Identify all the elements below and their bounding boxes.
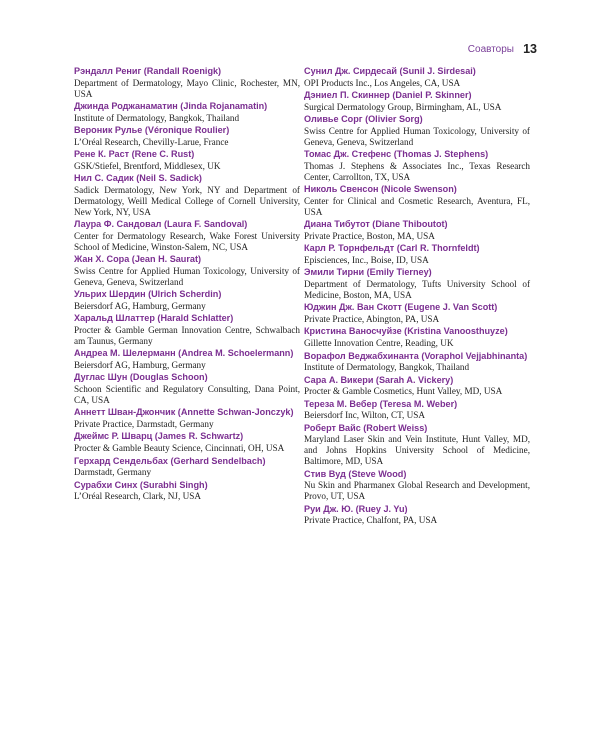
right-column [304, 66, 530, 528]
running-header [467, 42, 537, 56]
contributor-affiliation: Gillette Innovation Centre, Reading, UK [304, 338, 454, 349]
contributor-affiliation: GSK/Stiefel, Brentford, Middlesex, UK [74, 160, 221, 171]
contributor-affiliation: Private Practice, Chalfont, PA, USA [304, 515, 438, 526]
section-title: Соавторы [467, 44, 514, 55]
contributor-name: Аннетт Шван-Джончик (Annette Schwan-Jonczyk) [74, 407, 294, 418]
contributor-name: Томас Дж. Стефенс (Thomas J. Stephens) [304, 149, 489, 160]
contributor-affiliation: Swiss Centre for Applied Human Toxicology, University of Geneva, Geneva, Switzerland [74, 265, 300, 287]
contributor-name: Рэндалл Рениг (Randall Roenigk) [74, 66, 222, 76]
contributor-affiliation: Nu Skin and Pharmanex Global Research and Development, Provo, UT, USA [304, 480, 530, 502]
contributor-affiliation: Darmstadt, Germany [74, 467, 152, 478]
contributor-entry [304, 423, 530, 467]
contributor-affiliation: Center for Dermatology Research, Wake Forest University School of Medicine, Winston-Salem, NC, USA [74, 230, 300, 252]
contributor-entry [304, 504, 530, 527]
contributor-affiliation: Procter & Gamble German Innovation Centre, Schwalbach am Taunus, Germany [74, 324, 300, 346]
contributor-entry [304, 399, 530, 422]
contributor-name: Жан Х. Сора (Jean H. Saurat) [74, 254, 202, 265]
contributor-name: Кристина Ваносчуйзе (Kristina Vanoosthuyze) [304, 326, 508, 337]
contributor-name: Дуглас Шун (Douglas Schoon) [74, 372, 208, 383]
contributor-entry [74, 254, 300, 287]
contributor-name: Тереза М. Вебер (Teresa M. Weber) [304, 398, 458, 409]
contributor-affiliation: L’Oréal Research, Chevilly-Larue, France [74, 136, 229, 147]
left-column [74, 66, 300, 504]
contributor-entry [74, 289, 300, 312]
contributor-affiliation: L’Oréal Research, Clark, NJ, USA [74, 491, 201, 502]
contributor-entry [304, 326, 530, 349]
contributor-name: Ворафол Веджабхинанта (Voraphol Vejjabhinanta) [304, 350, 528, 361]
contributor-affiliation: Maryland Laser Skin and Vein Institute, Hunt Valley, MD, and Johns Hopkins University School of Medicine, Baltimore, MD, USA [304, 434, 530, 467]
contributor-entry [304, 66, 530, 89]
contributor-entry [74, 173, 300, 217]
contributor-affiliation: Private Practice, Abington, PA, USA [304, 313, 440, 324]
contributor-name: Диана Тибутот (Diane Thiboutot) [304, 219, 448, 230]
contributor-affiliation: Schoon Scientific and Regulatory Consulting, Dana Point, CA, USA [74, 383, 300, 405]
contributor-entry [74, 372, 300, 405]
contributor-entry [304, 149, 530, 182]
contributor-entry [304, 375, 530, 398]
contributor-name: Карл Р. Торнфельдт (Carl R. Thornfeldt) [304, 243, 480, 254]
contributor-name: Оливье Сорг (Olivier Sorg) [304, 114, 423, 125]
contributor-entry [304, 243, 530, 266]
contributor-entry [74, 125, 300, 148]
contributor-name: Эмили Тирни (Emily Tierney) [304, 267, 432, 278]
contributor-affiliation: Beiersdorf Inc, Wilton, CT, USA [304, 410, 426, 421]
contributor-name: Сунил Дж. Сирдесай (Sunil J. Sirdesai) [304, 66, 476, 76]
contributor-entry [304, 219, 530, 242]
contributor-entry [74, 313, 300, 346]
contributor-affiliation: Thomas J. Stephens & Associates Inc., Texas Research Center, Carrollton, TX, USA [304, 160, 530, 182]
contributor-name: Андреа М. Шелерманн (Andrea M. Schoelermann) [74, 348, 294, 359]
contributor-affiliation: Surgical Dermatology Group, Birmingham, AL, USA [304, 101, 502, 112]
contributor-affiliation: Swiss Centre for Applied Human Toxicology, University of Geneva, Geneva, Switzerland [304, 125, 530, 147]
contributor-affiliation: Private Practice, Boston, MA, USA [304, 230, 435, 241]
contributor-name: Юджин Дж. Ван Скотт (Eugene J. Van Scott) [304, 302, 498, 313]
contributor-name: Рене К. Раст (Rene C. Rust) [74, 149, 195, 160]
contributor-affiliation: Center for Clinical and Cosmetic Research, Aventura, FL, USA [304, 195, 530, 217]
contributor-entry [74, 348, 300, 371]
contributor-name: Сара А. Викери (Sarah A. Vickery) [304, 374, 454, 385]
contributor-entry [304, 351, 530, 374]
contributor-entry [304, 90, 530, 113]
contributor-affiliation: Procter & Gamble Beauty Science, Cincinnati, OH, USA [74, 443, 285, 454]
contributor-affiliation: Episciences, Inc., Boise, ID, USA [304, 254, 429, 265]
contributor-entry [304, 184, 530, 217]
contributor-affiliation: Beiersdorf AG, Hamburg, Germany [74, 300, 206, 311]
contributor-name: Джеймс Р. Шварц (James R. Schwartz) [74, 431, 244, 442]
contributor-entry [74, 456, 300, 479]
contributor-name: Лаура Ф. Сандовал (Laura F. Sandoval) [74, 219, 248, 230]
contributor-entry [304, 267, 530, 300]
contributor-entry [74, 66, 300, 99]
contributor-affiliation: Sadick Dermatology, New York, NY and Department of Dermatology, Weill Medical College of Cornell University, New York, NY, USA [74, 184, 300, 217]
contributor-name: Вероник Рулье (Véronique Roulier) [74, 125, 230, 136]
contributor-name: Стив Вуд (Steve Wood) [304, 468, 407, 479]
contributor-affiliation: Beiersdorf AG, Hamburg, Germany [74, 359, 206, 370]
contributor-affiliation: Private Practice, Darmstadt, Germany [74, 418, 214, 429]
contributor-affiliation: Institute of Dermatology, Bangkok, Thailand [304, 362, 470, 373]
contributor-name: Нил С. Садик (Neil S. Sadick) [74, 173, 202, 184]
contributor-entry [74, 480, 300, 503]
contributor-entry [304, 114, 530, 147]
contributor-entry [304, 469, 530, 502]
contributor-name: Руи Дж. Ю. (Ruey J. Yu) [304, 503, 408, 514]
contributor-name: Дэниел П. Скиннер (Daniel P. Skinner) [304, 90, 472, 101]
contributor-name: Джинда Роджанаматин (Jinda Rojanamatin) [74, 101, 268, 111]
contributor-entry [74, 431, 300, 454]
page-number: 13 [523, 42, 537, 56]
contributor-name: Сурабхи Синх (Surabhi Singh) [74, 479, 208, 490]
contributor-entry [304, 302, 530, 325]
contributor-entry [74, 149, 300, 172]
contributor-affiliation: OPI Products Inc., Los Angeles, CA, USA [304, 77, 461, 88]
contributor-affiliation: Department of Dermatology, Mayo Clinic, Rochester, MN, USA [74, 77, 300, 99]
contributor-name: Николь Свенсон (Nicole Swenson) [304, 184, 457, 195]
contributor-entry [74, 219, 300, 252]
contributor-name: Харальд Шлаттер (Harald Schlatter) [74, 313, 234, 324]
contributor-affiliation: Department of Dermatology, Tufts University School of Medicine, Boston, MA, USA [304, 278, 530, 300]
contributor-entry [74, 407, 300, 430]
contributor-affiliation: Institute of Dermatology, Bangkok, Thailand [74, 112, 240, 123]
contributor-name: Роберт Вайс (Robert Weiss) [304, 422, 428, 433]
contributor-affiliation: Procter & Gamble Cosmetics, Hunt Valley, MD, USA [304, 386, 503, 397]
contributor-entry [74, 101, 300, 124]
contributor-name: Герхард Сендельбах (Gerhard Sendelbach) [74, 455, 266, 466]
contributor-name: Ульрих Шердин (Ulrich Scherdin) [74, 289, 222, 300]
